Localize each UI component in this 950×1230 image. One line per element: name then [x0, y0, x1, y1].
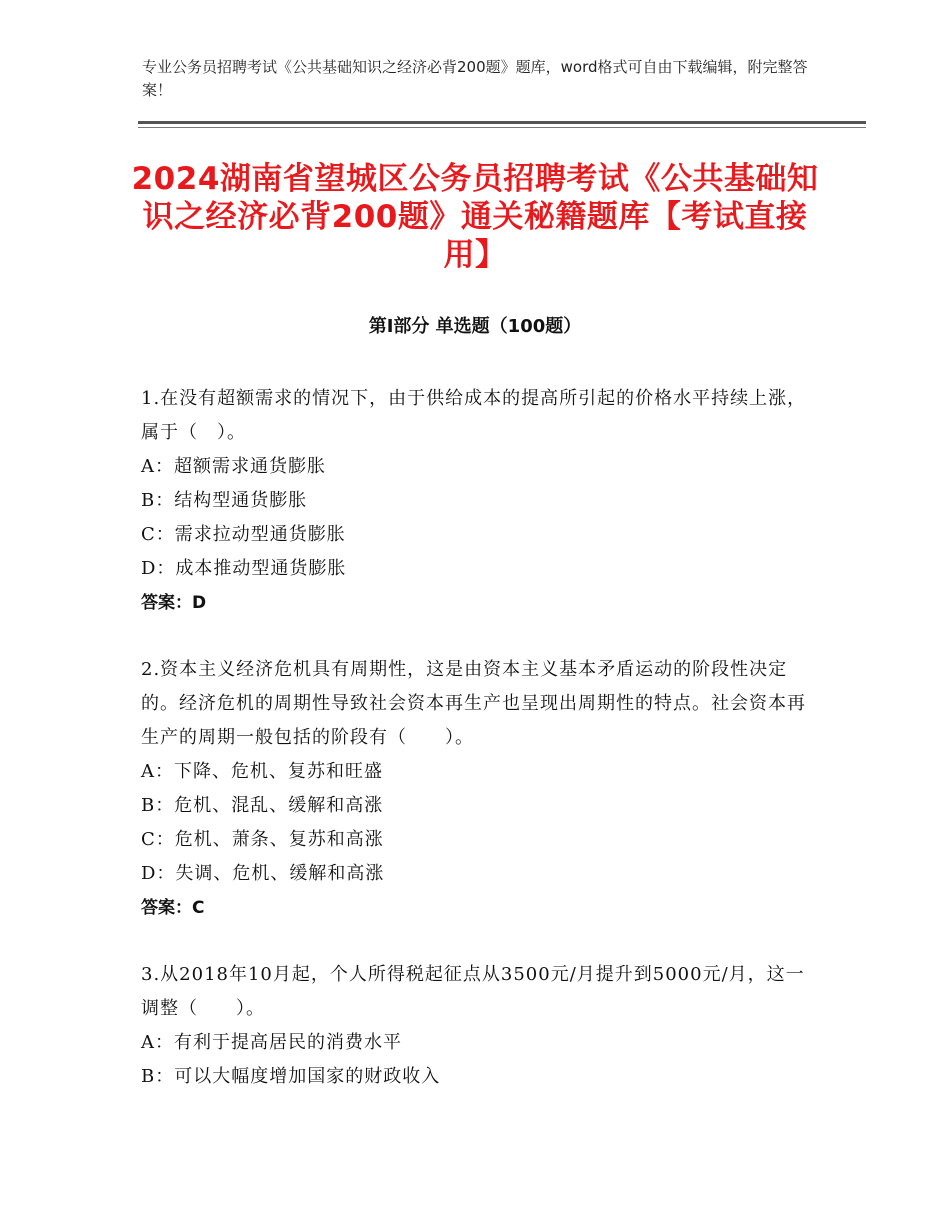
option-d: D：成本推动型通货膨胀	[141, 558, 347, 579]
question-list	[141, 382, 809, 1127]
answer-label: 答案：C	[141, 898, 205, 918]
header-note: 专业公务员招聘考试《公共基础知识之经济必背200题》题库，word格式可自由下载编辑，附完整答案！	[142, 58, 808, 99]
document-title: 2024湖南省望城区公务员招聘考试《公共基础知识之经济必背200题》通关秘籍题库【考试直接用】	[131, 161, 819, 273]
option-c: C：需求拉动型通货膨胀	[141, 524, 346, 545]
option-b: B：可以大幅度增加国家的财政收入	[141, 1066, 441, 1087]
header-divider-thick	[138, 121, 866, 124]
option-a: A：下降、危机、复苏和旺盛	[141, 761, 383, 782]
section-title: 第Ⅰ部分 单选题（100题）	[368, 316, 582, 337]
question-2	[141, 653, 809, 925]
question-3	[141, 958, 809, 1094]
option-c: C：危机、萧条、复苏和高涨	[141, 829, 384, 850]
question-stem: 2.资本主义经济危机具有周期性，这是由资本主义基本矛盾运动的阶段性决定的。经济危机的周期性导致社会资本再生产也呈现出周期性的特点。社会资本再生产的周期一般包括的阶段有（ ）。	[141, 659, 806, 748]
answer-label: 答案：D	[141, 593, 207, 613]
option-a: A：超额需求通货膨胀	[141, 456, 326, 477]
option-a: A：有利于提高居民的消费水平	[141, 1032, 402, 1053]
question-stem: 1.在没有超额需求的情况下，由于供给成本的提高所引起的价格水平持续上涨，属于（ ）。	[141, 388, 807, 443]
question-1	[141, 382, 809, 620]
option-b: B：危机、混乱、缓解和高涨	[141, 795, 384, 816]
question-stem: 3.从2018年10月起，个人所得税起征点从3500元/月提升到5000元/月，这一调整（ ）。	[141, 964, 805, 1019]
option-b: B：结构型通货膨胀	[141, 490, 308, 511]
option-d: D：失调、危机、缓解和高涨	[141, 863, 385, 884]
header-divider-thin	[138, 127, 866, 128]
